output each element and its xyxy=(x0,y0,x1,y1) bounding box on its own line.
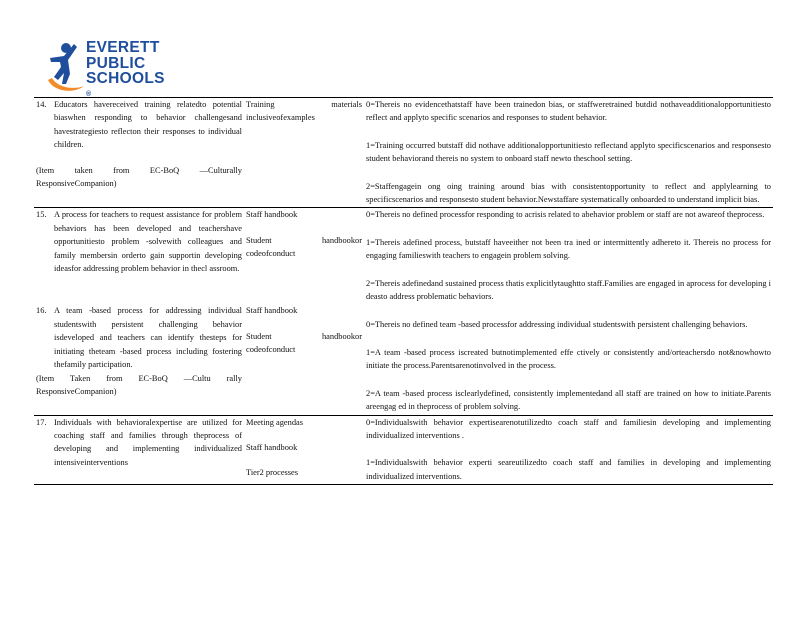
registered-mark: ® xyxy=(86,90,92,98)
scoring-cell xyxy=(364,98,773,208)
logo-line-public: PUBLIC xyxy=(86,54,146,72)
scoring-cell xyxy=(364,415,773,485)
evidence-cell xyxy=(244,208,364,305)
scoring-cell xyxy=(364,208,773,305)
item-cell xyxy=(34,304,244,415)
score-level-2: 2=Staffengagein ong oing training around bias with consistentopportunity to reflect and applylearning to specificscenarios and responsesto student behavior.Newstaffare systematically onboarded to understand implicit bias. xyxy=(366,181,771,205)
table-row xyxy=(34,304,773,415)
item-text: A team -based process for addressing individual studentswith persistent challenging behavior isdeveloped and teachers can identify thesteps for initiating theteam -based process including fostering thefamily participation. xyxy=(54,306,242,370)
everett-public-schools-logo xyxy=(44,39,184,98)
logo-line-everett: EVERETT xyxy=(86,39,160,56)
evidence-item: Staff handbook xyxy=(246,210,298,220)
logo-wordmark xyxy=(86,40,165,102)
item-note: (Item Taken from EC-BoQ —Cultu rally ResponsiveCompanion) xyxy=(36,373,242,396)
item-text: Individuals with behavioralexpertise are utilized for coaching staff and families through theprocess of developing and implementing individualized intensiveinterventions xyxy=(54,417,242,467)
score-level-0: 0=Thereis no evidencethatstaff have been trainedon bias, or staffweretrained butdid nothaveadditionalopportunitiesto reflect and applyto specific scenarios and responses to student behavior. xyxy=(366,100,771,123)
table-row xyxy=(34,98,773,208)
evidence-item: Student handbookor codeofconduct xyxy=(246,235,362,259)
score-level-1: 1=Training occurred butstaff did nothave additionalopportunitiesto reflectand applyto specificscenarios and responsesto student behaviorand thereis no system to onboard staff newto theschool setting. xyxy=(366,140,771,164)
evidence-item: Student handbookor codeofconduct xyxy=(246,331,362,355)
table-row xyxy=(34,208,773,305)
table-row xyxy=(34,415,773,485)
item-number: 14. xyxy=(36,100,47,109)
item-text: A process for teachers to request assistance for problem behaviors has been developed and teachershave opportunitiesto problem -solvewith colleagues and family membersin orderto gain supportin developing ideasfor addressing problem behavior in thecl assroom. xyxy=(54,210,242,274)
item-text: Educators havereceived training relatedto potential biaswhen responding to behavior challengesand havestrategiesto reflecton their responses to individual children. xyxy=(54,100,242,150)
evidence-item: Meeting agendas xyxy=(246,417,303,427)
evidence-item: Tier2 processes xyxy=(246,468,299,478)
score-level-1: 1=Thereis adefined process, butstaff haveeither not been tra ined or intermittently adhereto it. Thereis no process for engaging familieswith teachers to engagein problem solving. xyxy=(366,237,771,261)
item-note: (Item taken from EC-BoQ —Culturally ResponsiveCompanion) xyxy=(36,165,242,189)
evidence-cell xyxy=(244,98,364,208)
score-level-1: 1=A team -based process iscreated butnotimplemented effe ctively or consistently and/orteachersdo not&nowhowto initiate the process.Parentsarenotinvolved in the process. xyxy=(366,347,771,371)
score-level-0: 0=Thereis no defined processfor responding to acrisis related to abehavior problem or staff are not awareof theprocess. xyxy=(366,210,765,220)
evidence-cell xyxy=(244,304,364,415)
evidence-cell xyxy=(244,415,364,485)
evidence-item: Staff handbook xyxy=(246,306,298,316)
item-number: 17. xyxy=(36,417,47,427)
rubric-table xyxy=(34,97,773,485)
item-cell xyxy=(34,208,244,305)
logo-line-schools: SCHOOLS xyxy=(86,70,165,87)
item-cell xyxy=(34,98,244,208)
item-number: 15. xyxy=(36,210,47,220)
item-number: 16. xyxy=(36,306,47,316)
score-level-2: 2=A team -based process isclearlydefined, consistently implementedand all staff are trained on how to initiate.Parents areengag ed in theprocess of problem solving. xyxy=(366,388,771,412)
score-level-0: 0=Thereis no defined team -based processfor addressing individual studentswith persistent challenging behaviors. xyxy=(366,320,748,330)
score-level-0: 0=Individualswith behavior expertisearenotutilizedto coach staff and familiesin developing and implementing individualized interventions . xyxy=(366,417,771,440)
item-cell xyxy=(34,415,244,485)
logo-swoosh-icon xyxy=(44,40,86,92)
evidence-item: Staff handbook xyxy=(246,442,298,452)
score-level-1: 1=Individualswith behavior experti seareutilizedto coach staff and families in developing and implementing individualized interventions. xyxy=(366,458,771,481)
scoring-cell xyxy=(364,304,773,415)
evidence-item: Training materials inclusiveofexamples xyxy=(246,100,362,123)
score-level-2: 2=Thereis adefinedand sustained process thatis explicitlytaughtto staff.Families are engaged in aprocess for developing i deasto address problematic behaviors. xyxy=(366,278,771,302)
